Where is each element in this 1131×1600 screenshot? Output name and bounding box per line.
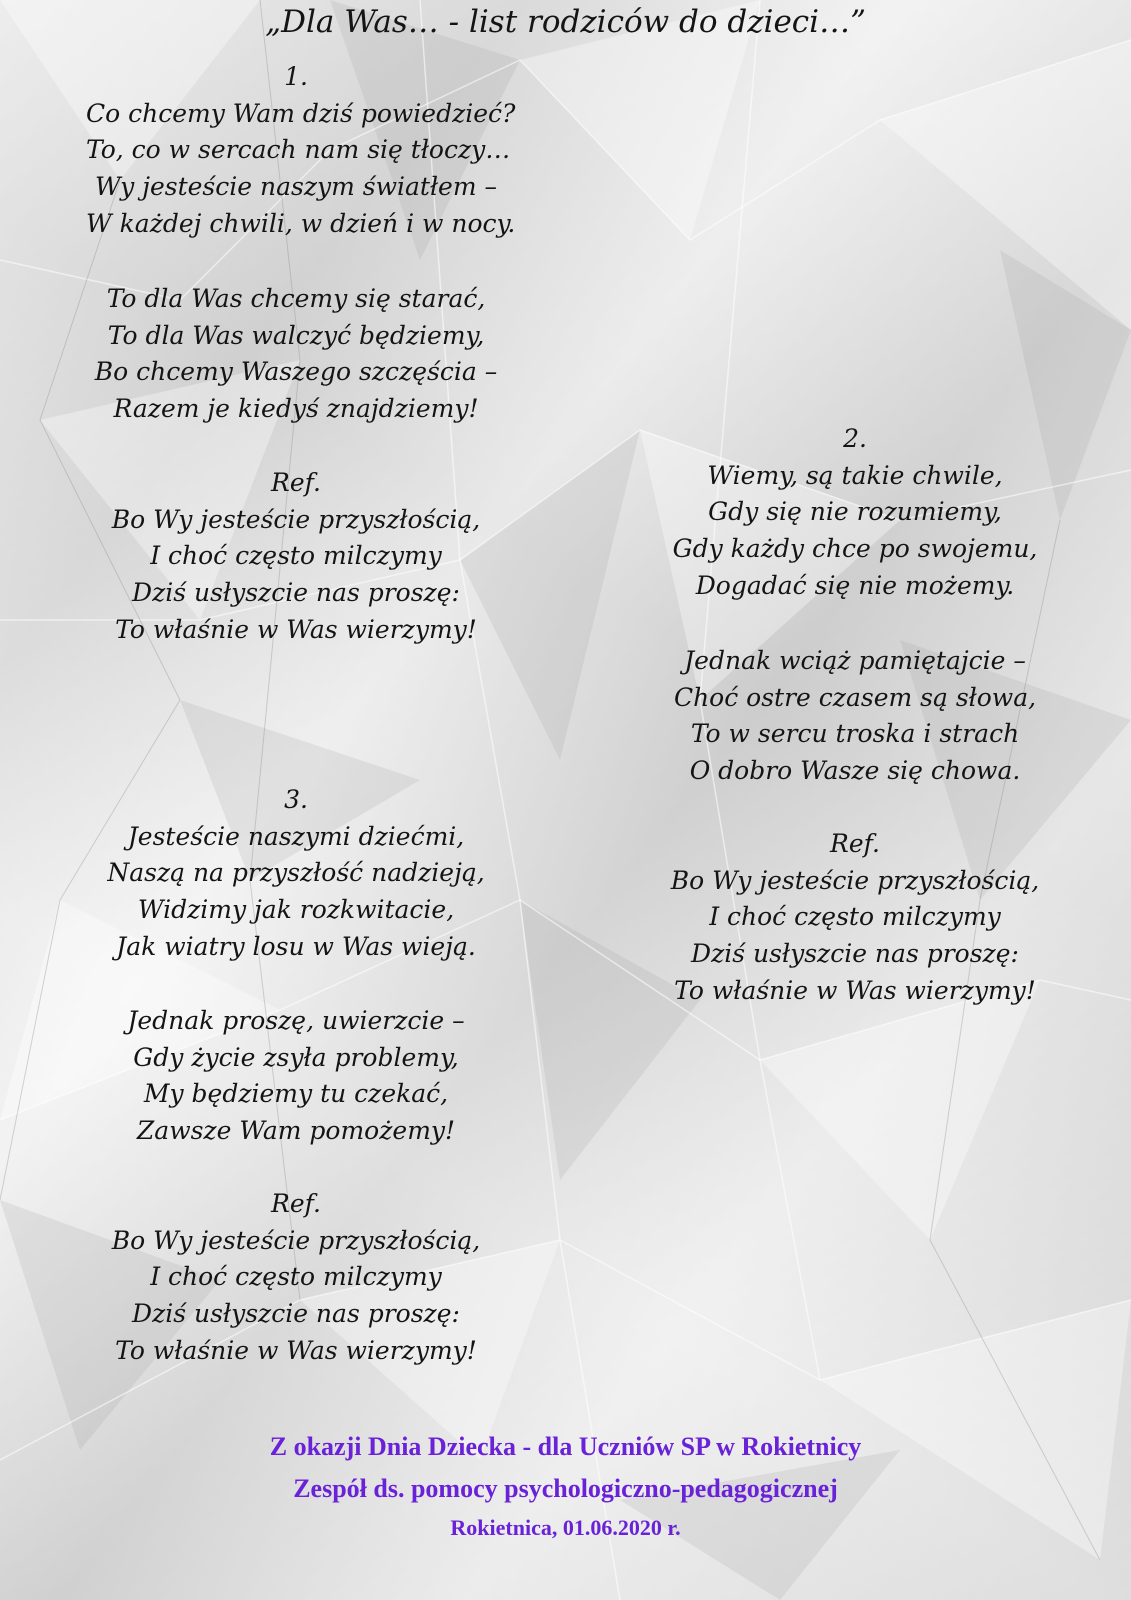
verse-line: To, co w sercach nam się tłoczy… — [86, 135, 511, 165]
verse-line: Jesteście naszymi dziećmi, — [127, 821, 465, 851]
verse-line: Dziś usłyszcie nas proszę: — [132, 578, 460, 608]
stanza-number: 1. — [284, 62, 308, 91]
verse-line: Bo Wy jesteście przyszłością, — [670, 865, 1040, 895]
verse-line: Zawsze Wam pomożemy! — [136, 1116, 456, 1146]
verse-line: Dziś usłyszcie nas proszę: — [691, 939, 1019, 969]
verse-line: Wiemy, są takie chwile, — [707, 460, 1003, 490]
refrain-2 — [86, 1186, 506, 1370]
refrain — [86, 465, 506, 649]
verse-line: To właśnie w Was wierzymy! — [115, 614, 477, 644]
verse-line: O dobro Wasze się chowa. — [689, 756, 1021, 786]
verse-line: Widzimy jak rozkwitacie, — [137, 895, 455, 925]
verse-line: To dla Was chcemy się starać, — [106, 284, 486, 313]
verse-line: Jednak wciąż pamiętajcie – — [684, 646, 1026, 675]
poem-title: „Dla Was… - list rodziców do dzieci…” — [265, 4, 866, 40]
stanza-2b — [645, 643, 1065, 790]
stanza-3 — [86, 782, 506, 966]
refrain-label: Ref. — [271, 468, 321, 497]
verse-line: I choć często milczymy — [150, 541, 442, 571]
verse-line: Co chcemy Wam dziś powiedzieć? — [86, 98, 516, 128]
refrain-label: Ref. — [830, 829, 880, 858]
verse-line: Jak wiatry losu w Was wieją. — [116, 931, 476, 961]
verse-line: I choć często milczymy — [150, 1262, 442, 1292]
verse-line: Wy jesteście naszym światłem – — [94, 172, 497, 202]
verse-line: Dogadać się nie możemy. — [695, 570, 1015, 600]
stanza-number: 3. — [284, 785, 308, 814]
verse-line: Bo Wy jesteście przyszłością, — [111, 1225, 481, 1255]
footer-team: Zespół ds. pomocy psychologiczno-pedagogicznej — [293, 1474, 838, 1503]
verse-line: W każdej chwili, w dzień i w nocy. — [86, 208, 516, 238]
verse-line: Razem je kiedyś znajdziemy! — [113, 394, 479, 424]
verse-line: My będziemy tu czekać, — [143, 1079, 449, 1109]
verse-line: Bo chcemy Waszego szczęścia – — [94, 357, 498, 387]
verse-line: To dla Was walczyć będziemy, — [107, 320, 485, 350]
verse-line: Dziś usłyszcie nas proszę: — [132, 1299, 460, 1329]
verse-line: Jednak proszę, uwierzcie – — [127, 1006, 465, 1035]
stanza-1b — [86, 281, 506, 428]
footer-occasion: Z okazji Dnia Dziecka - dla Uczniów SP w Rokietnicy — [269, 1432, 862, 1461]
verse-line: Gdy każdy chce po swojemu, — [672, 534, 1038, 564]
verse-line: To w sercu troska i strach — [690, 719, 1020, 749]
verse-line: I choć często milczymy — [709, 902, 1001, 932]
refrain-right — [645, 826, 1065, 1010]
verse-line: Gdy się nie rozumiemy, — [708, 497, 1002, 527]
stanza-1 — [86, 59, 516, 243]
verse-line: Gdy życie zsyła problemy, — [133, 1042, 459, 1072]
stanza-number: 2. — [843, 424, 867, 453]
verse-line: Choć ostre czasem są słowa, — [673, 682, 1037, 712]
refrain-label: Ref. — [271, 1189, 321, 1218]
verse-line: To właśnie w Was wierzymy! — [115, 1335, 477, 1365]
stanza-2 — [645, 421, 1065, 605]
stanza-3b — [86, 1003, 506, 1150]
verse-line: Naszą na przyszłość nadzieją, — [107, 858, 485, 888]
verse-line: Bo Wy jesteście przyszłością, — [111, 504, 481, 534]
footer-place-date: Rokietnica, 01.06.2020 r. — [450, 1515, 681, 1540]
verse-line: To właśnie w Was wierzymy! — [674, 975, 1036, 1005]
